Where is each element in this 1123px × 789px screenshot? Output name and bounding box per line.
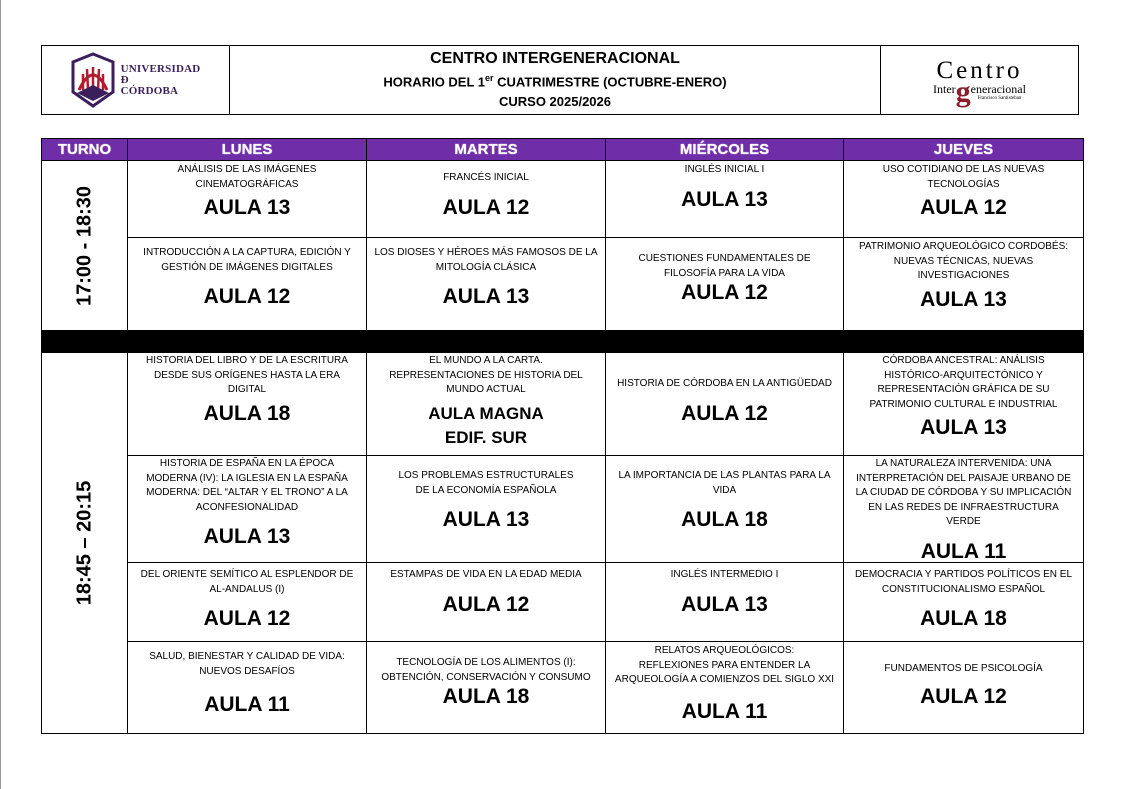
- classroom-label: [443, 508, 530, 532]
- classroom-label: [681, 188, 768, 212]
- classroom-label: [428, 402, 544, 450]
- classroom-line: AULA 13: [203, 525, 291, 548]
- course-title-line: HISTORIA DE CÓRDOBA EN LA ANTIGÜEDAD: [617, 378, 832, 389]
- course-cell: [367, 456, 606, 563]
- course-title-line: VIDA: [712, 484, 737, 496]
- course-title-line: REPRESENTACIÓN GRÁFICA DE SU: [877, 384, 1050, 395]
- table-row: [42, 353, 1084, 456]
- university-logo: [71, 52, 201, 108]
- turno-label: 17:00 - 18:30: [73, 185, 95, 306]
- classroom-line: AULA 12: [920, 196, 1007, 219]
- course-title: [609, 644, 840, 688]
- classroom-label: [920, 196, 1007, 220]
- course-title-line: HISTÓRICO-ARQUITECTÓNICO Y: [884, 369, 1043, 381]
- course-title: [853, 240, 1074, 284]
- course-title-line: REFLEXIONES PARA ENTENDER LA: [638, 659, 811, 671]
- course-title-line: MUNDO ACTUAL: [446, 384, 526, 395]
- course-title-line: GESTIÓN DE IMÁGENES DIGITALES: [161, 261, 333, 273]
- course-title-line: ESTAMPAS DE VIDA EN LA EDAD MEDIA: [390, 569, 582, 580]
- course-cell: [367, 642, 606, 734]
- classroom-label: [681, 281, 768, 305]
- course-title: [137, 246, 357, 275]
- course-title-line: DIGITAL: [227, 384, 267, 395]
- course-title-line: LOS PROBLEMAS ESTRUCTURALES: [398, 470, 574, 481]
- course-cell: [844, 161, 1084, 238]
- classroom-line: AULA 13: [203, 196, 291, 219]
- center-logo-top: Centro: [936, 56, 1023, 84]
- course-title-line: HISTORIA DE ESPAÑA EN LA ÉPOCA: [159, 458, 335, 469]
- classroom-line: AULA 12: [681, 281, 768, 304]
- course-cell: [606, 642, 844, 734]
- course-title: [632, 252, 816, 281]
- course-cell: [606, 161, 844, 238]
- course-title-line: USO COTIDIANO DE LAS NUEVAS: [882, 164, 1045, 175]
- classroom-label: [681, 508, 768, 532]
- turno-cell: [42, 161, 128, 331]
- center-logo-inter: Inter: [933, 81, 956, 96]
- course-cell: [367, 161, 606, 238]
- course-title: [844, 457, 1083, 530]
- course-title-line: DESDE SUS ORÍGENES HASTA LA ERA: [154, 369, 340, 381]
- classroom-label: [204, 285, 291, 309]
- center-title: CENTRO INTERGENERACIONAL: [430, 50, 680, 68]
- course-title-line: TECNOLOGÍAS: [927, 178, 1000, 190]
- col-header-turno: TURNO: [42, 139, 128, 161]
- course-title-line: FILOSOFÍA PARA LA VIDA: [664, 267, 785, 279]
- classroom-label: [204, 196, 291, 220]
- course-cell: [606, 353, 844, 456]
- classroom-line: AULA 12: [442, 592, 530, 616]
- classroom-label: [921, 540, 1007, 564]
- classroom-line: AULA 13: [920, 416, 1007, 439]
- course-title: [172, 163, 323, 192]
- course-cell: [606, 238, 844, 331]
- course-title: [849, 568, 1078, 597]
- course-title: [140, 354, 354, 398]
- course-title-line: INVESTIGACIONES: [917, 270, 1010, 281]
- classroom-label: [443, 593, 530, 617]
- course-title: [437, 171, 535, 186]
- course-title-line: PATRIMONIO ARQUEOLÓGICO CORDOBÉS:: [858, 241, 1069, 252]
- course-title-line: LOS DIOSES Y HÉROES MÁS FAMOSOS DE LA: [374, 247, 598, 258]
- course-title-line: LA NATURALEZA INTERVENIDA: UNA: [875, 458, 1052, 469]
- classroom-line: AULA 12: [681, 401, 768, 425]
- logo-text-line2: Ð: [120, 73, 129, 86]
- classroom-label: [443, 285, 530, 309]
- course-title: [384, 568, 587, 583]
- course-cell: [606, 456, 844, 563]
- course-title-line: DEMOCRACIA Y PARTIDOS POLÍTICOS EN EL: [854, 569, 1073, 580]
- table-row: [42, 238, 1084, 331]
- course-cell: [128, 563, 367, 642]
- classroom-label: [681, 593, 768, 617]
- table-row: [42, 456, 1084, 563]
- course-title-line: INTERPRETACIÓN DEL PAISAJE URBANO DE: [856, 472, 1071, 484]
- classroom-line: AULA 12: [442, 195, 530, 219]
- classroom-label: [443, 196, 530, 220]
- course-cell: [844, 353, 1084, 456]
- classroom-line: AULA 13: [681, 592, 768, 616]
- course-title-line: SALUD, BIENESTAR Y CALIDAD DE VIDA:: [149, 651, 345, 662]
- course-title-line: INGLÉS INTERMEDIO I: [670, 569, 779, 580]
- classroom-line: AULA 13: [681, 187, 768, 211]
- classroom-line: AULA 12: [203, 285, 291, 308]
- course-title-line: ARQUEOLOGÍA A COMIENZOS DEL SIGLO XXI: [614, 674, 835, 685]
- course-title-line: CONSTITUCIONALISMO ESPAÑOL: [881, 583, 1046, 595]
- course-title-line: EL MUNDO A LA CARTA.: [429, 355, 543, 366]
- turno-label: 18:45 – 20:15: [73, 480, 95, 606]
- course-title-line: ACONFESIONALIDAD: [195, 501, 299, 513]
- course-title-line: MITOLOGÍA CLÁSICA: [435, 261, 537, 273]
- course-title-line: LA IMPORTANCIA DE LAS PLANTAS PARA LA: [618, 470, 831, 481]
- course-title-line: DEL ORIENTE SEMÍTICO AL ESPLENDOR DE: [140, 569, 354, 580]
- classroom-line: AULA 11: [204, 693, 290, 716]
- course-cell: [367, 353, 606, 456]
- course-title: [877, 163, 1051, 192]
- course-title-line: INGLÉS INICIAL I: [684, 164, 765, 175]
- course-title: [392, 469, 579, 498]
- logo-text-line3: CÓRDOBA: [120, 84, 179, 97]
- course-title-line: MODERNA (IV): LA IGLESIA EN LA ESPAÑA: [146, 472, 348, 484]
- course-cell: [128, 353, 367, 456]
- header-title-block: [230, 46, 881, 114]
- classroom-label: [204, 607, 291, 631]
- course-title: [375, 656, 596, 685]
- break-separator: [42, 331, 1084, 353]
- course-cell: [844, 642, 1084, 734]
- classroom-line: AULA 18: [442, 685, 530, 708]
- university-shield-icon: [71, 52, 115, 108]
- center-logo-eneracional: eneracional: [970, 81, 1026, 96]
- course-title-line: REPRESENTACIONES DE HISTORIA DEL: [389, 369, 583, 381]
- course-title-line: AL-ANDALUS (I): [209, 583, 285, 595]
- table-row: [42, 563, 1084, 642]
- course-title: [143, 650, 351, 679]
- course-cell: [128, 642, 367, 734]
- table-header-row: [42, 139, 1084, 161]
- course-title: [368, 246, 603, 275]
- course-title: [878, 662, 1048, 677]
- classroom-label: [920, 416, 1007, 440]
- classroom-label: [443, 685, 530, 709]
- schedule-title-post: CUATRIMESTRE (OCTUBRE-ENERO): [493, 74, 727, 90]
- classroom-line: AULA 13: [442, 285, 530, 308]
- course-cell: [367, 238, 606, 331]
- classroom-label: [204, 402, 291, 426]
- classroom-label: [682, 700, 768, 724]
- classroom-line: AULA 18: [681, 508, 768, 531]
- course-title: [611, 377, 838, 392]
- col-header-jueves: JUEVES: [844, 139, 1084, 161]
- course-title-line: FRANCÉS INICIAL: [443, 172, 529, 183]
- course-title: [140, 457, 354, 515]
- classroom-label: [204, 693, 290, 717]
- course-title-line: CUESTIONES FUNDAMENTALES DE: [638, 253, 811, 264]
- classroom-label: [920, 607, 1007, 631]
- course-cell: [844, 456, 1084, 563]
- classroom-label: [204, 525, 291, 549]
- course-title-line: ANÁLISIS DE LAS IMÁGENES: [177, 164, 317, 175]
- course-title-line: INTRODUCCIÓN A LA CAPTURA, EDICIÓN Y: [143, 247, 351, 258]
- classroom-line: AULA 12: [203, 607, 291, 630]
- course-title-line: MODERNA: DEL “ALTAR Y EL TRONO” A LA: [146, 487, 348, 498]
- classroom-label: [920, 685, 1007, 709]
- course-title-line: CINEMATOGRÁFICAS: [195, 178, 299, 190]
- course-cell: [606, 563, 844, 642]
- course-title: [135, 568, 360, 597]
- classroom-line: AULA 18: [203, 401, 291, 425]
- classroom-line: AULA 11: [681, 699, 768, 723]
- classroom-line: AULA 13: [442, 508, 530, 531]
- course-title-line: HISTORIA DEL LIBRO Y DE LA ESCRITURA: [146, 355, 348, 366]
- page-edge-line: [0, 0, 1, 789]
- course-title: [665, 568, 785, 583]
- course-title-line: EN LAS REDES DE INFRAESTRUCTURA VERDE: [868, 501, 1059, 527]
- classroom-line: EDIF. SUR: [444, 427, 528, 447]
- schedule-table: [41, 138, 1084, 734]
- center-logo-subtitle: Francisco Santisteban: [977, 95, 1022, 101]
- table-row: [42, 161, 1084, 238]
- course-title-line: OBTENCIÓN, CONSERVACIÓN Y CONSUMO: [381, 671, 591, 683]
- center-logo-g: g: [955, 74, 971, 108]
- schedule-title-sup: er: [485, 73, 494, 84]
- table-row: [42, 642, 1084, 734]
- document-header: [41, 45, 1079, 115]
- schedule-title: [383, 69, 726, 91]
- course-title: [383, 354, 589, 398]
- col-header-miercoles: MIÉRCOLES: [606, 139, 844, 161]
- course-title-line: CÓRDOBA ANCESTRAL: ANÁLISIS: [882, 355, 1045, 366]
- center-logo-cell: [881, 46, 1078, 114]
- course-title-line: RELATOS ARQUEOLÓGICOS:: [654, 645, 795, 656]
- course-cell: [128, 161, 367, 238]
- course-title-line: NUEVOS DESAFÍOS: [199, 665, 295, 677]
- course-cell: [844, 563, 1084, 642]
- classroom-label: [920, 288, 1007, 312]
- course-title-line: LA CIUDAD DE CÓRDOBA Y SU IMPLICACIÓN: [855, 487, 1072, 498]
- turno-cell: [42, 353, 128, 734]
- course-year: CURSO 2025/2026: [498, 93, 611, 109]
- classroom-line: AULA 13: [920, 287, 1007, 311]
- course-cell: [128, 238, 367, 331]
- logo-text-line1: UNIVERSIDAD: [120, 62, 201, 75]
- course-title-line: TECNOLOGÍA DE LOS ALIMENTOS (I):: [396, 657, 576, 668]
- course-title: [864, 354, 1064, 412]
- course-cell: [128, 456, 367, 563]
- col-header-martes: MARTES: [367, 139, 606, 161]
- classroom-label: [681, 402, 768, 426]
- classroom-line: AULA 11: [920, 539, 1007, 563]
- col-header-lunes: LUNES: [128, 139, 367, 161]
- course-title-line: PATRIMONIO CULTURAL E INDUSTRIAL: [869, 398, 1058, 410]
- classroom-line: AULA MAGNA: [428, 403, 544, 423]
- course-title-line: NUEVAS TÉCNICAS, NUEVAS: [893, 255, 1034, 267]
- course-cell: [367, 563, 606, 642]
- course-title: [612, 469, 836, 498]
- schedule-title-pre: HORARIO DEL 1: [383, 74, 486, 90]
- university-logo-cell: [42, 46, 230, 114]
- course-title-line: FUNDAMENTOS DE PSICOLOGÍA: [884, 663, 1043, 674]
- center-logo: [933, 56, 1026, 108]
- classroom-line: AULA 18: [920, 607, 1007, 630]
- course-title: [679, 163, 771, 178]
- course-cell: [844, 238, 1084, 331]
- course-title-line: DE LA ECONOMÍA ESPAÑOLA: [415, 484, 557, 496]
- classroom-line: AULA 12: [920, 684, 1007, 708]
